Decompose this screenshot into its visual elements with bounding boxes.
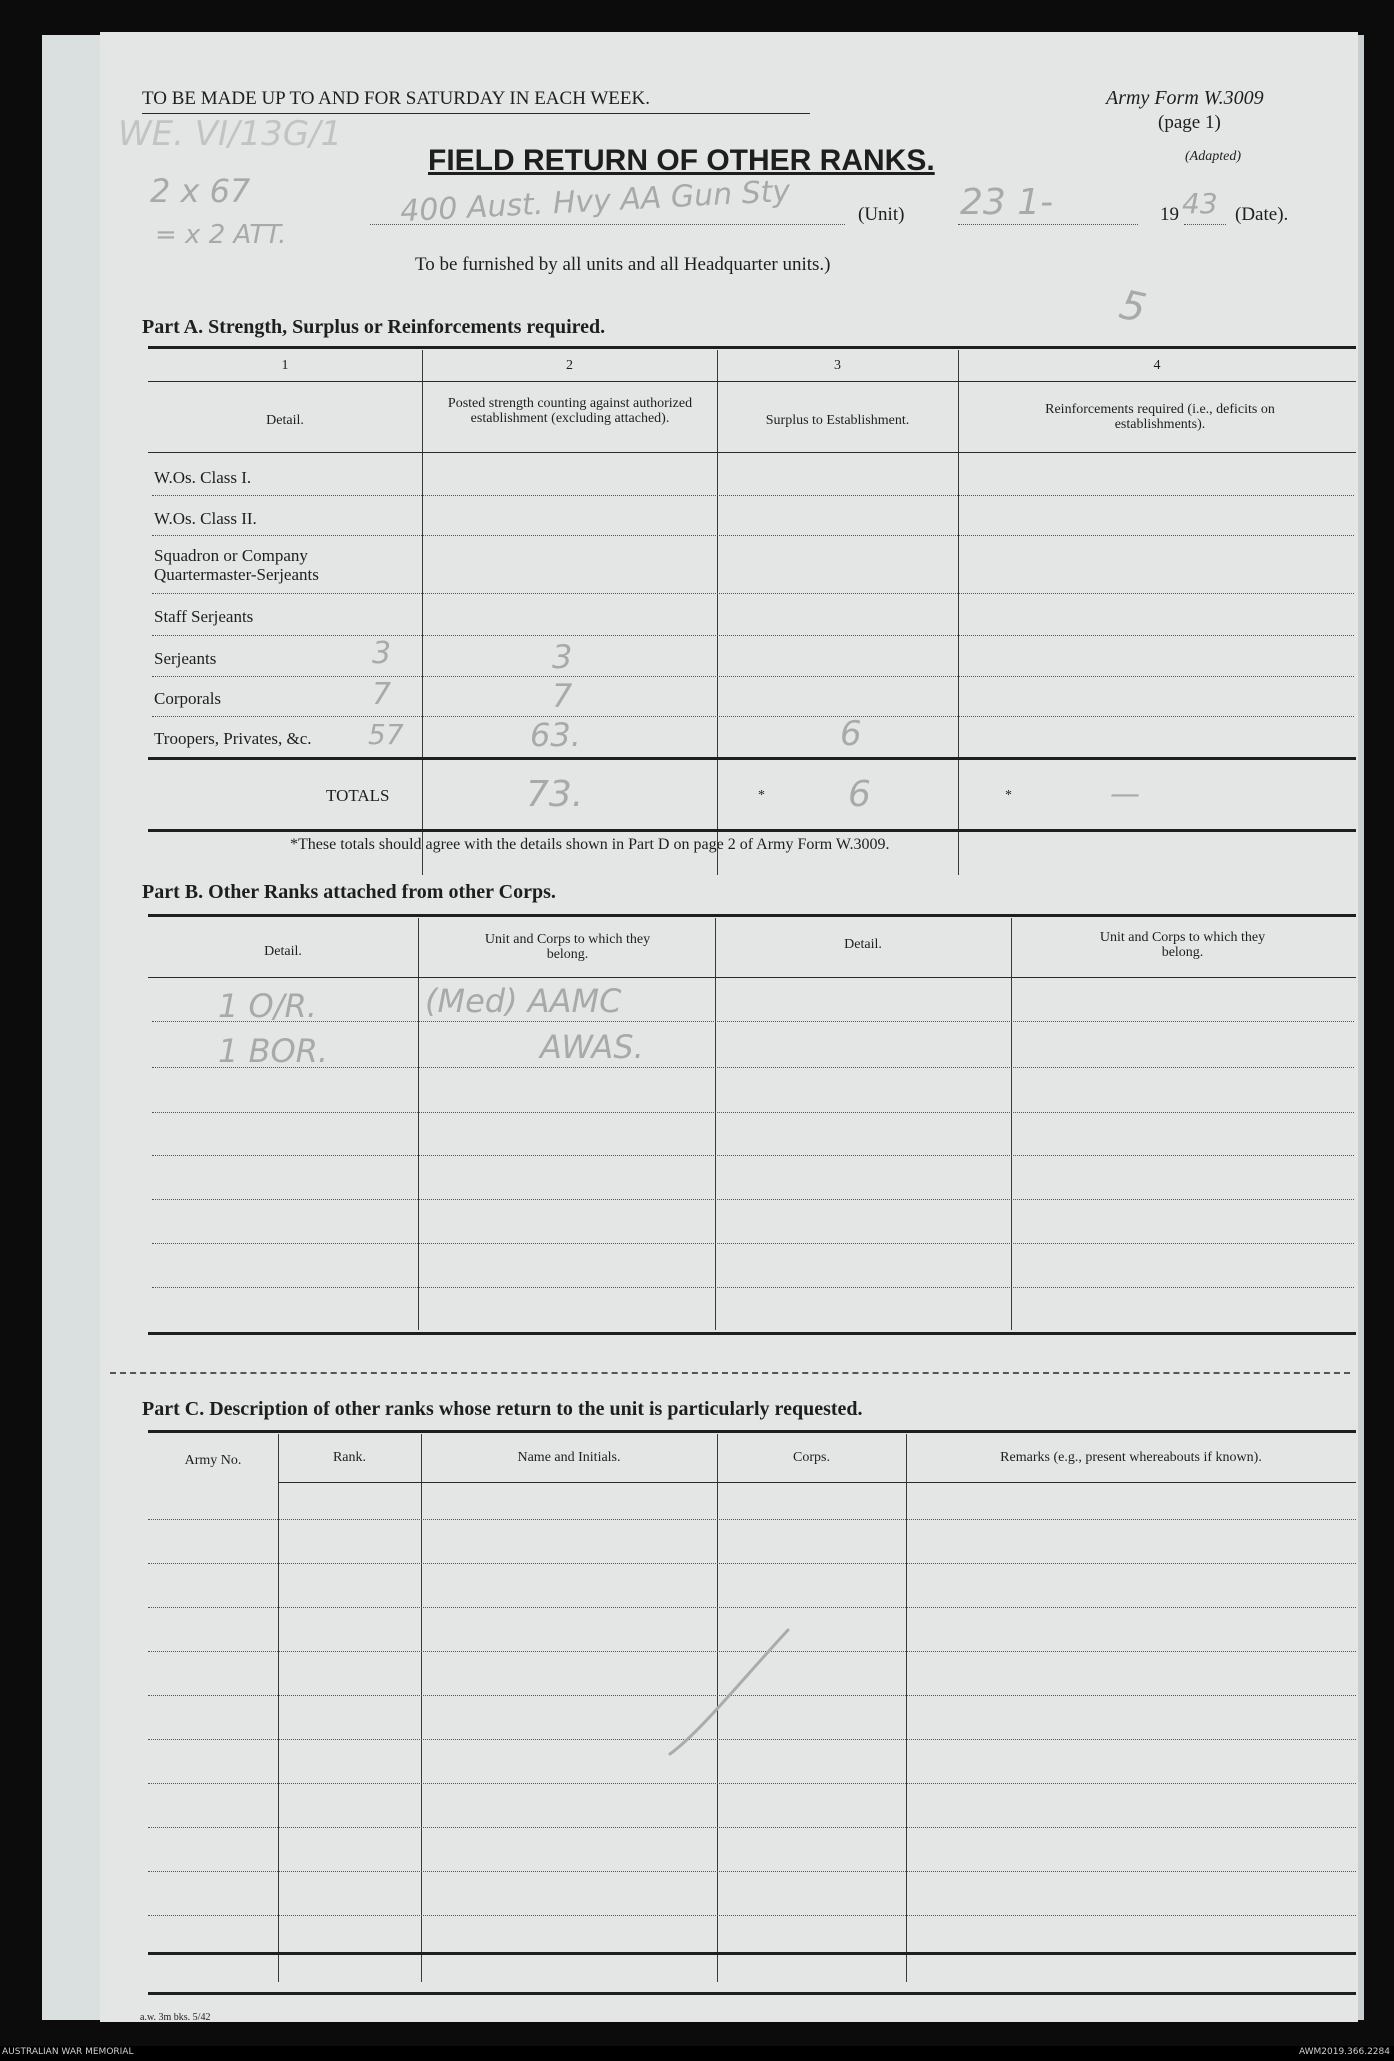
print-code: a.w. 3m bks. 5/42 [140,2012,211,2023]
part-b-col-unit-1: Unit and Corps to which they belong. [484,932,651,962]
col-header-surplus: Surplus to Establishment. [765,413,910,428]
row-detail-corporals: Corporals [154,689,222,708]
perforation-line [110,1372,1350,1374]
hw-total-surplus: 6 [848,774,871,815]
handwritten-note-1: 2 x 67 [150,172,251,210]
part-c-col-army-no: Army No. [184,1453,242,1468]
row-detail-wo-class-2: W.Os. Class II. [154,509,257,528]
underlying-sheet-edge [42,35,104,2020]
archive-caption-bar [0,2046,1394,2061]
date-line [958,224,1138,225]
col-number-2: 2 [566,358,573,373]
hw-attached-detail-1: 1 O/R. [218,987,317,1025]
col-header-detail: Detail. [266,413,304,428]
row-detail-cqms: Squadron or Company Quartermaster-Serjeants [154,546,319,584]
unit-label: (Unit) [858,204,905,225]
handwritten-year: 43 [1182,187,1218,220]
diagonal-cancel-mark [660,1622,800,1762]
hw-total-posted: 73. [526,774,584,815]
part-b-col-detail-1: Detail. [264,944,302,959]
archive-name: AUSTRALIAN WAR MEMORIAL [2,2047,134,2057]
page-number: (page 1) [1158,112,1221,133]
part-c-col-name: Name and Initials. [517,1450,621,1465]
part-b-col-detail-2: Detail. [844,937,882,952]
col-number-4: 4 [1153,358,1161,373]
part-c-col-rank: Rank. [332,1450,367,1465]
handwritten-page-mark: 5 [1115,281,1150,333]
col-number-3: 3 [834,358,841,373]
handwritten-ref-code: WE. VI/13G/1 [118,114,343,154]
row-detail-troopers: Troopers, Privates, &c. [154,729,312,748]
hw-troopers-detail: 57 [368,718,404,751]
date-label: (Date). [1235,204,1289,225]
row-detail-wo-class-1: W.Os. Class I. [154,468,252,487]
hw-serjeants-detail: 3 [372,636,392,671]
totals-label: TOTALS [326,786,390,805]
form-id: Army Form W.3009 [1106,87,1264,109]
totals-star-reinf: * [1005,788,1012,803]
col-header-reinforcements: Reinforcements required (i.e., deficits on establishments). [1045,402,1275,432]
col-number-1: 1 [281,358,289,373]
handwritten-date: 23 1- [960,182,1054,223]
hw-attached-unit-2: AWAS. [540,1028,644,1066]
archive-accession: AWM2019.366.2284 [1298,2047,1390,2057]
hw-attached-unit-1: (Med) AAMC [425,982,622,1020]
handwritten-unit: 400 Aust. Hvy AA Gun Sty [399,173,792,230]
form-sheet [100,32,1358,2022]
hw-corporals-posted: 7 [552,677,573,715]
hw-troopers-surplus: 6 [840,714,862,754]
weekly-instruction: TO BE MADE UP TO AND FOR SATURDAY IN EACH WEEK. [142,88,650,109]
adapted-note: (Adapted) [1185,149,1241,164]
hw-troopers-posted: 63. [530,716,581,754]
row-detail-serjeants: Serjeants [154,649,217,668]
part-b-col-unit-2: Unit and Corps to which they belong. [1099,930,1266,960]
handwritten-note-2: = x 2 ATT. [155,220,287,250]
furnish-note: To be furnished by all units and all Headquarter units.) [415,254,831,275]
hw-total-reinf: — [1110,777,1140,812]
part-b-heading: Part B. Other Ranks attached from other Corps. [142,881,556,903]
hw-serjeants-posted: 3 [552,638,573,676]
totals-footnote: *These totals should agree with the details shown in Part D on page 2 of Army Form W.3009. [290,836,890,853]
part-c-heading: Part C. Description of other ranks whose return to the unit is particularly requested. [142,1398,863,1420]
hw-corporals-detail: 7 [372,677,392,712]
part-a-heading: Part A. Strength, Surplus or Reinforcements required. [142,316,606,338]
form-title: FIELD RETURN OF OTHER RANKS. [428,144,935,177]
row-detail-staff-serjeants: Staff Serjeants [154,607,254,626]
hw-attached-detail-2: 1 BOR. [218,1032,329,1070]
col-header-posted: Posted strength counting against authorized establishment (excluding attached). [447,396,693,426]
totals-star-surplus: * [758,788,765,803]
year-prefix: 19 [1160,204,1179,225]
part-c-col-corps: Corps. [793,1450,830,1465]
part-c-col-remarks: Remarks (e.g., present whereabouts if known). [1000,1450,1262,1465]
